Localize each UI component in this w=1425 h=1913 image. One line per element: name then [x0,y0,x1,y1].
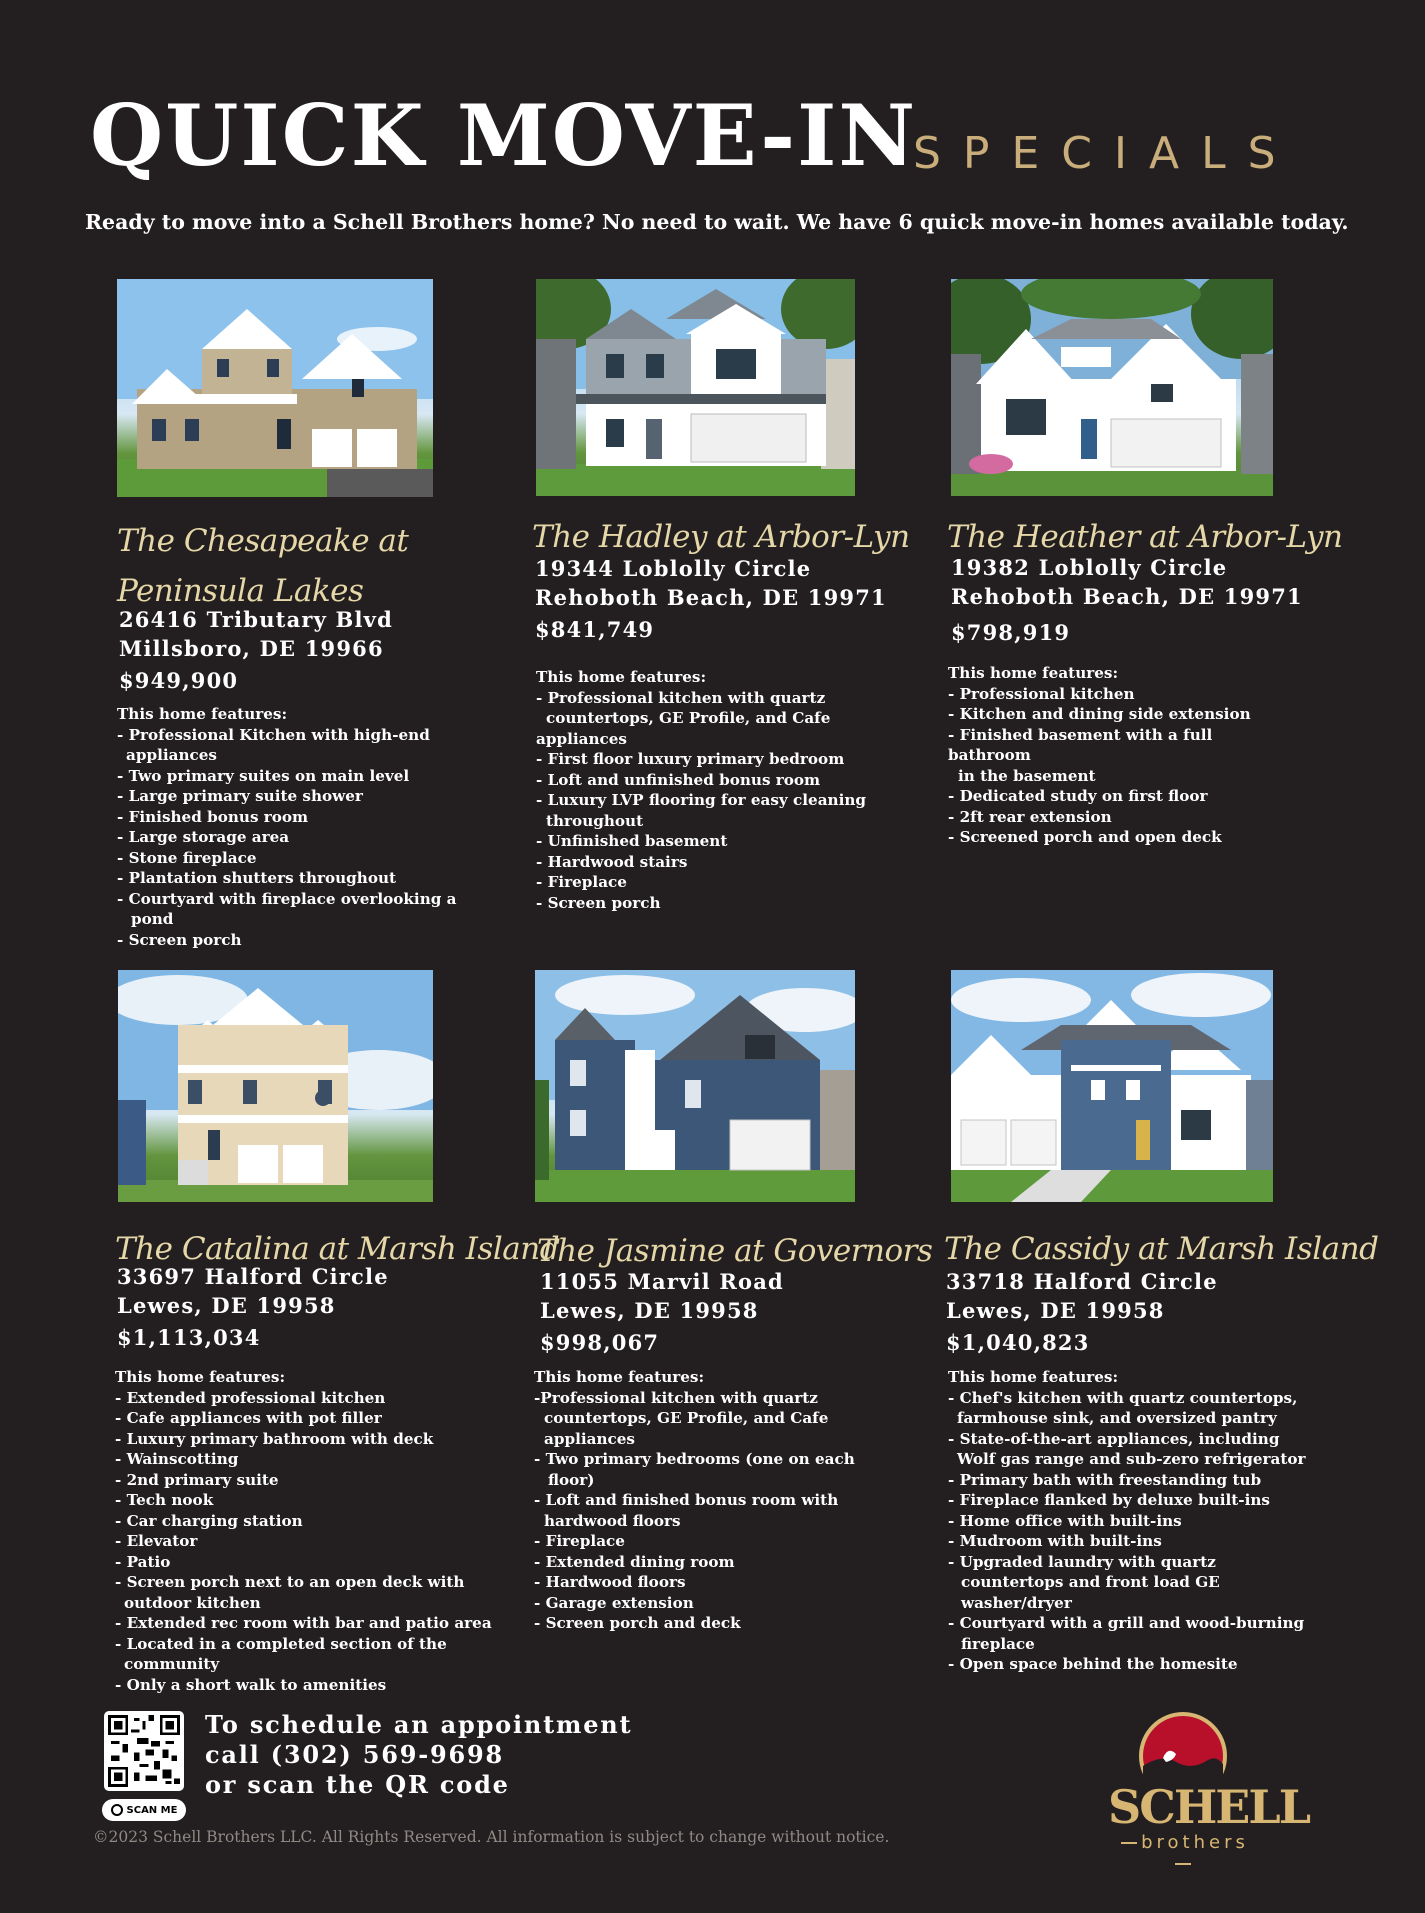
price: $1,113,034 [117,1325,261,1350]
feature-item: - Loft and finished bonus room with [534,1491,839,1509]
feature-item: - Plantation shutters throughout [117,869,397,887]
price: $998,067 [540,1330,660,1355]
feature-item: farmhouse sink, and oversized pantry [957,1409,1277,1427]
feature-item: -Professional kitchen with quartz [534,1388,818,1407]
feature-item: - 2nd primary suite [115,1470,279,1489]
house-name: The Jasmine at Governors [537,1233,933,1269]
feature-item: - Finished bonus room [117,807,309,826]
features-heading: This home features: [534,1368,705,1386]
city-state-zip: Rehoboth Beach, DE 19971 [535,585,887,610]
feature-item: - Primary bath with freestanding tub [948,1470,1262,1489]
subtitle: Ready to move into a Schell Brothers home? No need to wait. We have 6 quick move-in homes available today. [85,210,1349,234]
feature-item: - First floor luxury primary bedroom [536,750,845,768]
feature-item: - Screen porch next to an open deck with [115,1573,465,1591]
address-block [117,1262,389,1352]
feature-item: appliances [544,1429,635,1448]
feature-item: - Located in a completed section of the [115,1634,447,1653]
house-photo [117,279,433,497]
city-state-zip: Rehoboth Beach, DE 19971 [951,584,1303,609]
appointment-line: or scan the QR code [205,1770,510,1799]
feature-item: - Courtyard with a grill and wood-burning [948,1614,1305,1632]
street-address: 33697 Halford Circle [117,1264,389,1289]
feature-item: - Courtyard with fireplace overlooking a [117,889,457,908]
feature-item: - Upgraded laundry with quartz [948,1552,1216,1571]
feature-item: - Extended rec room with bar and patio area [115,1614,492,1632]
appointment-line: To schedule an appointment [205,1710,633,1739]
feature-item: - Professional kitchen with quartz [536,688,826,707]
feature-item: - Professional Kitchen with high-end [117,725,430,744]
feature-item: - Screened porch and open deck [948,828,1222,846]
feature-item: countertops, GE Profile, and Cafe [546,709,831,727]
feature-item: - Extended professional kitchen [115,1388,386,1407]
city-state-zip: Lewes, DE 19958 [946,1298,1165,1323]
logo-subtext: brothers [1108,1832,1258,1874]
city-state-zip: Millsboro, DE 19966 [119,636,384,661]
feature-item: - Luxury LVP flooring for easy cleaning [536,791,867,809]
feature-item: - Dedicated study on first floor [948,787,1208,805]
feature-item: - Kitchen and dining side extension [948,705,1251,723]
address-block [951,553,1303,647]
feature-item: - Two primary suites on main level [117,766,410,785]
feature-item: - Hardwood stairs [536,852,688,871]
price: $949,900 [119,668,239,693]
feature-item: - Tech nook [115,1491,214,1509]
feature-item: - Garage extension [534,1593,694,1612]
feature-item: - Fireplace flanked by deluxe built-ins [948,1491,1270,1509]
feature-item: appliances [536,729,627,748]
appointment-text [205,1710,632,1800]
features-list [536,667,866,913]
street-address: 33718 Halford Circle [946,1269,1218,1294]
phone-line[interactable]: call (302) 569-9698 [205,1740,504,1769]
feature-item: - 2ft rear extension [948,807,1112,826]
camera-icon [111,1804,123,1816]
feature-item: countertops and front load GE [961,1573,1220,1591]
feature-item: community [124,1655,220,1673]
house-photo [535,970,855,1202]
qr-code[interactable] [104,1711,184,1791]
scan-me-badge [102,1799,186,1821]
feature-item: countertops, GE Profile, and Cafe [544,1409,829,1427]
address-block [119,605,393,695]
features-heading: This home features: [536,668,707,686]
price: $798,919 [951,620,1071,645]
features-heading: This home features: [117,705,288,723]
address-block [946,1267,1218,1357]
feature-item: washer/dryer [961,1593,1072,1612]
feature-item: Wolf gas range and sub-zero refrigerator [957,1450,1306,1468]
feature-item: - Patio [115,1552,171,1571]
features-heading: This home features: [948,664,1119,682]
feature-item: - Professional kitchen [948,684,1135,703]
feature-item: - Mudroom with built-ins [948,1532,1162,1550]
house-name: The Hadley at Arbor-Lyn [532,519,910,555]
street-address: 19344 Loblolly Circle [535,556,812,581]
feature-item: outdoor kitchen [124,1593,261,1612]
feature-item: floor) [548,1470,595,1489]
house-name: The Heather at Arbor-Lyn [947,519,1343,555]
address-block [540,1267,784,1357]
feature-item: - Screen porch and deck [534,1614,741,1632]
title-accent: SPECIALS [913,128,1298,179]
feature-item: - Two primary bedrooms (one on each [534,1450,855,1468]
scan-me-label: SCAN ME [126,1804,178,1816]
city-state-zip: Lewes, DE 19958 [117,1293,336,1318]
feature-item: - Fireplace [536,873,627,891]
house-photo [536,279,855,496]
house-photo [951,279,1273,496]
page-title [90,86,1350,196]
features-list [534,1367,855,1634]
feature-item: throughout [546,811,644,830]
house-photo [951,970,1273,1202]
feature-item: appliances [126,746,217,764]
feature-item: - Extended dining room [534,1552,735,1571]
copyright: ©2023 Schell Brothers LLC. All Rights Reserved. All information is subject to change without notice. [93,1828,890,1846]
city-state-zip: Lewes, DE 19958 [540,1298,759,1323]
street-address: 11055 Marvil Road [540,1269,784,1294]
features-heading: This home features: [115,1368,286,1386]
street-address: 26416 Tributary Blvd [119,607,393,632]
feature-item: - Elevator [115,1532,198,1550]
price: $841,749 [535,617,655,642]
feature-item: - Large primary suite shower [117,787,363,805]
logo-wordmark: SCHELL [1108,1780,1310,1834]
feature-item: pond [131,910,174,928]
feature-item: - Cafe appliances with pot filler [115,1409,382,1427]
feature-item: bathroom [948,746,1031,764]
feature-item: - Home office with built-ins [948,1511,1182,1530]
features-heading: This home features: [948,1368,1119,1386]
street-address: 19382 Loblolly Circle [951,555,1228,580]
price: $1,040,823 [946,1330,1090,1355]
features-list [948,1367,1306,1675]
feature-item: - Unfinished basement [536,832,728,850]
feature-item: - Screen porch [536,893,661,912]
feature-item: - Stone fireplace [117,848,257,867]
feature-item: - Open space behind the homesite [948,1655,1238,1673]
house-photo [118,970,433,1202]
title-main: QUICK MOVE-IN [90,86,918,185]
features-list [115,1367,492,1695]
feature-item: in the basement [958,766,1096,785]
address-block [535,554,887,644]
feature-item: - Hardwood floors [534,1573,686,1591]
feature-item: - Fireplace [534,1532,625,1550]
feature-item: - Screen porch [117,930,242,949]
feature-item: - State-of-the-art appliances, including [948,1429,1280,1448]
feature-item: - Wainscotting [115,1450,239,1468]
feature-item: - Car charging station [115,1511,303,1530]
house-name: The Catalina at Marsh Island [115,1231,560,1267]
feature-item: - Chef's kitchen with quartz countertops, [948,1388,1298,1407]
feature-item: hardwood floors [544,1511,681,1530]
feature-item: - Large storage area [117,828,290,846]
feature-item: - Only a short walk to amenities [115,1675,387,1694]
house-name: The Chesapeake at Peninsula Lakes [117,523,409,609]
schell-brothers-logo [1108,1708,1310,1858]
feature-item: - Finished basement with a full [948,725,1213,744]
feature-item: fireplace [961,1634,1035,1653]
features-list [948,663,1251,848]
feature-item: - Luxury primary bathroom with deck [115,1429,434,1448]
house-name: The Cassidy at Marsh Island [944,1231,1379,1267]
feature-item: - Loft and unfinished bonus room [536,770,821,789]
features-list [117,704,457,950]
